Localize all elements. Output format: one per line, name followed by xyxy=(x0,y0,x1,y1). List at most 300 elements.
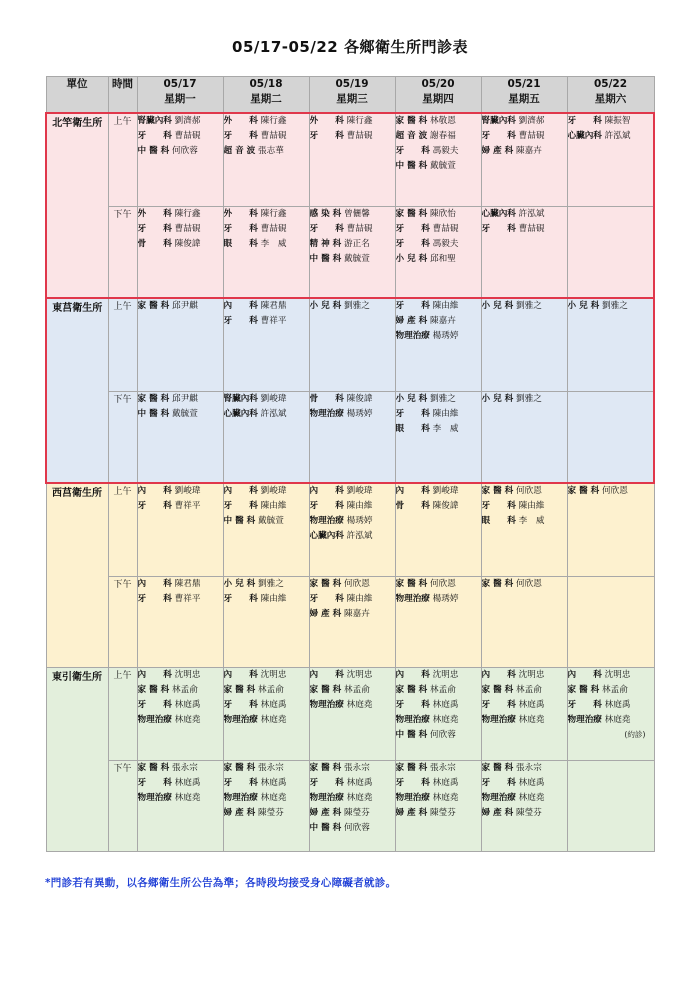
doctor-name: 何欣恩 xyxy=(430,579,456,589)
doctor-name: 陳俊諱 xyxy=(174,239,201,249)
clinic-entry xyxy=(396,114,481,129)
doctor-name: 陳行鑫 xyxy=(260,116,287,126)
clinic-entry xyxy=(310,299,395,314)
department: 外 科 xyxy=(223,116,258,126)
day-weekday: 星期二 xyxy=(250,93,282,105)
doctor-name: 陳俊諱 xyxy=(346,394,373,404)
doctor-name: 陳由維 xyxy=(432,301,459,311)
department: 家 醫 科 xyxy=(395,763,428,773)
doctor-name: 林孟俞 xyxy=(430,685,456,695)
doctor-name: 陳嘉卉 xyxy=(516,146,542,156)
clinic-entry xyxy=(310,806,395,821)
clinic-entry xyxy=(396,668,481,683)
department: 內 科 xyxy=(481,670,516,680)
schedule-cell xyxy=(567,207,654,299)
clinic-entry xyxy=(224,207,309,222)
day-date: 05/18 xyxy=(249,78,283,90)
schedule-cell xyxy=(481,113,567,207)
schedule-cell xyxy=(395,113,481,207)
clinic-entry xyxy=(482,484,567,499)
clinic-entry xyxy=(396,683,481,698)
department: 外 科 xyxy=(309,116,344,126)
department: 牙 科 xyxy=(137,501,172,511)
doctor-name: 林庭禹 xyxy=(604,700,631,710)
session-row-am xyxy=(46,298,654,392)
department: 牙 科 xyxy=(567,116,602,126)
doctor-name: 張志華 xyxy=(258,146,284,156)
clinic-entry xyxy=(396,144,481,159)
doctor-name: 林庭禹 xyxy=(432,778,459,788)
clinic-entry xyxy=(396,698,481,713)
clinic-entry xyxy=(138,592,223,607)
day-date: 05/21 xyxy=(507,78,541,90)
doctor-name: 陳俊諱 xyxy=(432,501,459,511)
session-label: 上午 xyxy=(108,113,137,207)
schedule-cell xyxy=(309,483,395,577)
department: 超 音 波 xyxy=(223,146,256,156)
station-name: 東莒衛生所 xyxy=(46,298,108,483)
doctor-name: 林庭堯 xyxy=(174,715,201,725)
doctor-name: 馮毅夫 xyxy=(432,239,459,249)
clinic-entry xyxy=(482,144,567,159)
department: 家 醫 科 xyxy=(137,394,170,404)
doctor-name: 劉雅之 xyxy=(602,301,628,311)
department: 眼 科 xyxy=(223,239,258,249)
clinic-entry xyxy=(482,499,567,514)
department: 牙 科 xyxy=(481,224,516,234)
clinic-entry xyxy=(482,577,567,592)
schedule-cell xyxy=(137,392,223,484)
department: 小 兒 科 xyxy=(481,394,514,404)
clinic-entry xyxy=(224,791,309,806)
department: 物理治療 xyxy=(309,409,344,419)
clinic-entry xyxy=(224,806,309,821)
clinic-entry xyxy=(224,577,309,592)
department: 婦 產 科 xyxy=(309,808,342,818)
appointment-note: (約診) xyxy=(624,730,646,739)
department: 內 科 xyxy=(223,670,258,680)
schedule-cell xyxy=(137,577,223,668)
unit-header: 單位 xyxy=(46,77,108,114)
department: 骨 科 xyxy=(395,501,430,511)
department: 牙 科 xyxy=(395,700,430,710)
clinic-entry xyxy=(310,698,395,713)
clinic-entry xyxy=(224,776,309,791)
clinic-entry xyxy=(310,252,395,267)
clinic-entry xyxy=(224,698,309,713)
department: 內 科 xyxy=(223,486,258,496)
department: 家 醫 科 xyxy=(137,301,170,311)
schedule-cell xyxy=(223,392,309,484)
session-label: 上午 xyxy=(108,668,137,761)
department: 內 科 xyxy=(309,670,344,680)
day-weekday: 星期四 xyxy=(422,93,454,105)
clinic-entry xyxy=(396,791,481,806)
department: 物理治療 xyxy=(395,793,430,803)
clinic-entry xyxy=(138,114,223,129)
page-title: 05/17-05/22 各鄉衛生所門診表 xyxy=(232,38,468,56)
schedule-cell xyxy=(137,761,223,852)
clinic-entry xyxy=(482,514,567,529)
doctor-name: 楊琇婷 xyxy=(346,516,373,526)
department: 家 醫 科 xyxy=(223,685,256,695)
doctor-name: 何欣蓉 xyxy=(344,823,370,833)
clinic-entry xyxy=(396,484,481,499)
clinic-entry xyxy=(224,314,309,329)
doctor-name: 張永宗 xyxy=(258,763,284,773)
department: 家 醫 科 xyxy=(395,579,428,589)
doctor-name: 曹喆硯 xyxy=(346,224,373,234)
department: 物理治療 xyxy=(395,715,430,725)
clinic-entry xyxy=(396,314,481,329)
department: 內 科 xyxy=(137,486,172,496)
doctor-name: 劉雅之 xyxy=(430,394,456,404)
clinic-entry xyxy=(482,683,567,698)
doctor-name: 張永宗 xyxy=(344,763,370,773)
doctor-name: 何欣恩 xyxy=(344,579,370,589)
doctor-name: 何欣蓉 xyxy=(172,146,198,156)
doctor-name: 曹祥平 xyxy=(260,316,287,326)
clinic-entry xyxy=(224,761,309,776)
department: 婦 產 科 xyxy=(309,609,342,619)
doctor-name: 陳君鼎 xyxy=(260,301,287,311)
clinic-schedule-table xyxy=(45,76,655,852)
department: 中 醫 科 xyxy=(395,161,428,171)
clinic-entry xyxy=(310,607,395,622)
doctor-name: 林庭堯 xyxy=(260,793,287,803)
session-row-pm xyxy=(46,392,654,484)
doctor-name: 劉峻瑋 xyxy=(174,486,201,496)
clinic-entry xyxy=(310,129,395,144)
department: 家 醫 科 xyxy=(567,685,600,695)
doctor-name: 戴毓萱 xyxy=(172,409,198,419)
department: 物理治療 xyxy=(309,793,344,803)
department: 家 醫 科 xyxy=(567,486,600,496)
department: 牙 科 xyxy=(223,778,258,788)
schedule-cell xyxy=(137,668,223,761)
doctor-name: 曹祥平 xyxy=(174,501,201,511)
clinic-entry xyxy=(138,129,223,144)
department: 牙 科 xyxy=(395,409,430,419)
clinic-entry xyxy=(310,668,395,683)
time-header: 時間 xyxy=(108,77,137,114)
department: 物理治療 xyxy=(481,715,516,725)
department: 小 兒 科 xyxy=(395,394,428,404)
schedule-cell xyxy=(395,668,481,761)
schedule-cell xyxy=(309,207,395,299)
doctor-name: 劉雅之 xyxy=(516,301,542,311)
department: 腎臟內科 xyxy=(137,116,172,126)
department: 心臟內科 xyxy=(223,409,258,419)
department: 牙 科 xyxy=(309,778,344,788)
doctor-name: 林庭堯 xyxy=(432,715,459,725)
department: 牙 科 xyxy=(223,700,258,710)
department: 牙 科 xyxy=(395,224,430,234)
department: 小 兒 科 xyxy=(567,301,600,311)
doctor-name: 許泓斌 xyxy=(346,531,373,541)
clinic-entry xyxy=(396,159,481,174)
clinic-entry xyxy=(568,683,654,698)
doctor-name: 陳由維 xyxy=(346,594,373,604)
clinic-entry xyxy=(138,484,223,499)
doctor-name: 曹喆硯 xyxy=(518,224,545,234)
department: 牙 科 xyxy=(309,131,344,141)
doctor-name: 林庭禹 xyxy=(346,778,373,788)
clinic-entry xyxy=(224,392,309,407)
schedule-cell xyxy=(223,668,309,761)
doctor-name: 曹祥平 xyxy=(174,594,201,604)
clinic-entry xyxy=(138,499,223,514)
department: 中 醫 科 xyxy=(309,823,342,833)
schedule-cell xyxy=(481,207,567,299)
schedule-cell xyxy=(223,113,309,207)
department: 家 醫 科 xyxy=(395,209,428,219)
clinic-entry xyxy=(396,299,481,314)
clinic-entry xyxy=(310,114,395,129)
department: 家 醫 科 xyxy=(481,763,514,773)
clinic-entry xyxy=(138,791,223,806)
doctor-name: 陳瑩芬 xyxy=(430,808,456,818)
doctor-name: 戴毓萱 xyxy=(258,516,284,526)
doctor-name: 林孟俞 xyxy=(258,685,284,695)
session-row-am xyxy=(46,668,654,761)
clinic-entry xyxy=(310,499,395,514)
department: 物理治療 xyxy=(223,715,258,725)
clinic-entry xyxy=(396,237,481,252)
doctor-name: 陳君鼎 xyxy=(174,579,201,589)
station-block-dongyin xyxy=(46,668,654,852)
station-block-xiju xyxy=(46,483,654,668)
doctor-name: 陳行鑫 xyxy=(174,209,201,219)
clinic-entry xyxy=(482,392,567,407)
department: 家 醫 科 xyxy=(481,486,514,496)
doctor-name: 林孟俞 xyxy=(602,685,628,695)
department: 牙 科 xyxy=(481,131,516,141)
doctor-name: 楊琇婷 xyxy=(432,331,459,341)
schedule-cell xyxy=(223,298,309,392)
department: 牙 科 xyxy=(395,239,430,249)
session-label: 下午 xyxy=(108,761,137,852)
day-header xyxy=(395,77,481,114)
department: 家 醫 科 xyxy=(309,685,342,695)
day-weekday: 星期五 xyxy=(508,93,540,105)
doctor-name: 曹喆硯 xyxy=(346,131,373,141)
station-block-dongju xyxy=(46,298,654,483)
doctor-name: 陳由維 xyxy=(260,501,287,511)
clinic-entry xyxy=(138,222,223,237)
session-row-pm xyxy=(46,207,654,299)
department: 小 兒 科 xyxy=(395,254,428,264)
doctor-name: 張永宗 xyxy=(172,763,198,773)
clinic-entry xyxy=(310,407,395,422)
doctor-name: 許泓斌 xyxy=(260,409,287,419)
day-date: 05/19 xyxy=(335,78,369,90)
department: 內 科 xyxy=(395,670,430,680)
clinic-entry xyxy=(138,776,223,791)
schedule-cell xyxy=(567,392,654,484)
department: 物理治療 xyxy=(137,715,172,725)
clinic-entry xyxy=(310,683,395,698)
department: 超 音 波 xyxy=(395,131,428,141)
department: 婦 產 科 xyxy=(223,808,256,818)
department: 牙 科 xyxy=(137,594,172,604)
clinic-entry xyxy=(396,392,481,407)
department: 內 科 xyxy=(309,486,344,496)
doctor-name: 劉雅之 xyxy=(344,301,370,311)
doctor-name: 張永宗 xyxy=(430,763,456,773)
footnote: *門診若有異動，以各鄉衛生所公告為準；各時段均接受身心障礙者就診。 xyxy=(45,877,397,889)
clinic-entry xyxy=(138,761,223,776)
doctor-name: 林敬恩 xyxy=(430,116,456,126)
doctor-name: 游正名 xyxy=(344,239,370,249)
clinic-entry xyxy=(310,392,395,407)
clinic-entry xyxy=(224,514,309,529)
clinic-entry xyxy=(396,577,481,592)
schedule-cell xyxy=(137,298,223,392)
session-label: 上午 xyxy=(108,483,137,577)
clinic-entry xyxy=(396,592,481,607)
clinic-entry xyxy=(482,299,567,314)
doctor-name: 陳瑩芬 xyxy=(344,808,370,818)
session-label: 下午 xyxy=(108,392,137,484)
clinic-entry xyxy=(310,529,395,544)
doctor-name: 劉雅之 xyxy=(516,394,542,404)
doctor-name: 何欣恩 xyxy=(516,486,542,496)
department: 物理治療 xyxy=(137,793,172,803)
department: 牙 科 xyxy=(223,316,258,326)
doctor-name: 陳瑩芬 xyxy=(258,808,284,818)
doctor-name: 陳行鑫 xyxy=(346,116,373,126)
clinic-entry xyxy=(396,129,481,144)
day-date: 05/22 xyxy=(593,78,628,90)
clinic-entry xyxy=(568,299,654,314)
clinic-entry xyxy=(138,668,223,683)
doctor-name: 林孟俞 xyxy=(516,685,542,695)
day-header xyxy=(137,77,223,114)
department: 骨 科 xyxy=(137,239,172,249)
schedule-cell xyxy=(309,298,395,392)
doctor-name: 林庭堯 xyxy=(346,700,373,710)
day-weekday: 星期三 xyxy=(336,93,368,105)
doctor-name: 林庭堯 xyxy=(174,793,201,803)
header-row xyxy=(46,77,654,114)
department: 內 科 xyxy=(567,670,602,680)
department: 中 醫 科 xyxy=(137,146,170,156)
doctor-name: 沈明忠 xyxy=(260,670,287,680)
schedule-cell xyxy=(567,113,654,207)
doctor-name: 沈明忠 xyxy=(174,670,201,680)
clinic-entry xyxy=(138,144,223,159)
department: 牙 科 xyxy=(223,501,258,511)
department: 牙 科 xyxy=(481,700,516,710)
clinic-entry xyxy=(482,698,567,713)
doctor-name: 林庭堯 xyxy=(518,793,545,803)
schedule-cell xyxy=(309,392,395,484)
clinic-entry xyxy=(224,222,309,237)
department: 婦 產 科 xyxy=(481,808,514,818)
doctor-name: 沈明忠 xyxy=(432,670,459,680)
doctor-name: 陳由維 xyxy=(432,409,459,419)
doctor-name: 劉峻瑋 xyxy=(432,486,459,496)
department: 感 染 科 xyxy=(309,209,342,219)
schedule-cell xyxy=(395,577,481,668)
clinic-entry xyxy=(396,761,481,776)
clinic-entry xyxy=(568,668,654,683)
clinic-entry xyxy=(138,698,223,713)
department: 物理治療 xyxy=(395,594,430,604)
department: 心臟內科 xyxy=(309,531,344,541)
clinic-entry xyxy=(224,144,309,159)
station-name: 北竿衛生所 xyxy=(46,113,108,298)
doctor-name: 戴毓萱 xyxy=(430,161,456,171)
department: 小 兒 科 xyxy=(481,301,514,311)
doctor-name: 許泓斌 xyxy=(518,209,545,219)
department: 物理治療 xyxy=(395,331,430,341)
department: 家 醫 科 xyxy=(309,579,342,589)
session-label: 下午 xyxy=(108,577,137,668)
clinic-entry xyxy=(396,407,481,422)
department: 中 醫 科 xyxy=(309,254,342,264)
department: 家 醫 科 xyxy=(309,763,342,773)
schedule-cell xyxy=(567,483,654,577)
clinic-entry xyxy=(482,791,567,806)
doctor-name: 林庭禹 xyxy=(260,778,287,788)
clinic-entry xyxy=(396,806,481,821)
schedule-cell xyxy=(395,761,481,852)
session-label: 上午 xyxy=(108,298,137,392)
clinic-entry xyxy=(138,577,223,592)
clinic-entry xyxy=(310,484,395,499)
doctor-name: 曹喆硯 xyxy=(518,131,545,141)
station-name: 東引衛生所 xyxy=(46,668,108,852)
schedule-cell xyxy=(137,207,223,299)
doctor-name: 陳由維 xyxy=(346,501,373,511)
department: 外 科 xyxy=(223,209,258,219)
doctor-name: 林庭禹 xyxy=(432,700,459,710)
clinic-entry xyxy=(396,207,481,222)
department: 牙 科 xyxy=(137,778,172,788)
doctor-name: 曹喆硯 xyxy=(432,224,459,234)
department: 中 醫 科 xyxy=(223,516,256,526)
schedule-cell xyxy=(567,668,654,761)
doctor-name: 沈明忠 xyxy=(518,670,545,680)
doctor-name: 曹喆硯 xyxy=(174,224,201,234)
schedule-cell xyxy=(309,761,395,852)
schedule-cell xyxy=(223,577,309,668)
schedule-cell xyxy=(395,392,481,484)
clinic-entry xyxy=(482,114,567,129)
department: 中 醫 科 xyxy=(137,409,170,419)
doctor-name: 林孟俞 xyxy=(344,685,370,695)
department: 牙 科 xyxy=(481,501,516,511)
doctor-name: 林庭禹 xyxy=(518,778,545,788)
department: 物理治療 xyxy=(567,715,602,725)
session-row-pm xyxy=(46,761,654,852)
schedule-cell xyxy=(223,761,309,852)
department: 家 醫 科 xyxy=(137,763,170,773)
day-date: 05/20 xyxy=(421,78,455,90)
department: 內 科 xyxy=(137,579,172,589)
doctor-name: 劉峻瑋 xyxy=(260,394,287,404)
clinic-entry xyxy=(224,484,309,499)
station-name: 西莒衛生所 xyxy=(46,483,108,668)
department: 牙 科 xyxy=(137,131,172,141)
clinic-entry xyxy=(396,776,481,791)
doctor-name: 劉峻瑋 xyxy=(260,486,287,496)
department: 小 兒 科 xyxy=(309,301,342,311)
doctor-name: 何欣恩 xyxy=(602,486,628,496)
doctor-name: 林庭禹 xyxy=(518,700,545,710)
